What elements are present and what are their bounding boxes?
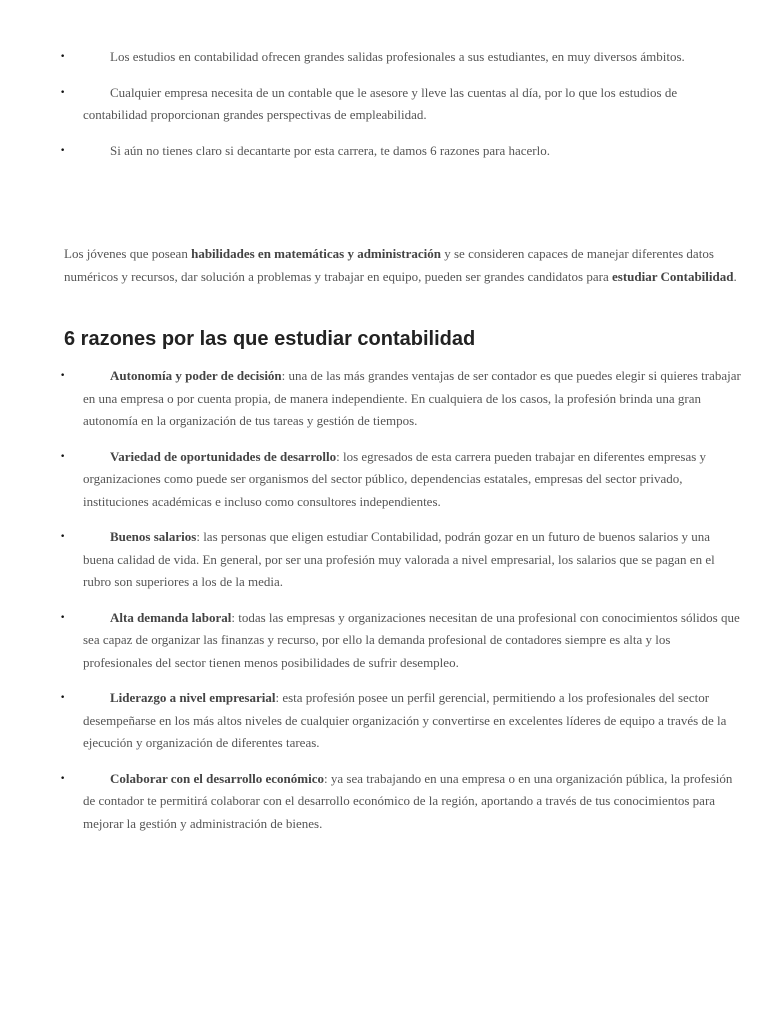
list-item-text: Los estudios en contabilidad ofrecen grandes salidas profesionales a sus estudiantes, en muy diversos ámbitos. (110, 49, 685, 64)
intro-text: Los jóvenes que posean (64, 246, 192, 261)
intro-text: . (733, 268, 737, 284)
reason-title: Colaborar con el desarrollo económico (110, 770, 324, 786)
reason-text: : una de las más grandes ventajas de ser contador es que puedes elegir si quieres trabajar en una empresa o por cuenta propia, de manera independiente. En cualquiera de los casos, la profesión brinda una gran autonomía en la organización de tus tareas y gestión de tiempos. (83, 368, 741, 428)
reason-title: Variedad de oportunidades de desarrollo (110, 448, 337, 464)
reason-title: Liderazgo a nivel empresarial (110, 690, 276, 705)
bullet-icon: • (60, 451, 66, 462)
reason-item (0, 687, 768, 755)
intro-text: y se consideren capaces de manejar diferentes datos numéricos y recursos, dar solución a problemas y trabajar en equipo, pueden ser grandes candidatos para (64, 246, 714, 284)
bullet-icon: • (60, 773, 66, 784)
reason-text: : los egresados de esta carrera pueden trabajar en diferentes empresas y organizaciones como puede ser organismos del sector público, dependencias estatales, empresas del sector privado, instituciones académicas e incluso como consultores independientes. (83, 448, 707, 509)
intro-bullet-list (0, 46, 768, 162)
intro-bold-study: estudiar Contabilidad (611, 268, 734, 284)
reason-text: : todas las empresas y organizaciones necesitan de una profesional con conocimientos sólidos que sea capaz de organizar las finanzas y recurso, por ello la demanda profesional de contadores siempre es alta y los profesionales del sector tienen menos posibilidades de sufrir desempleo. (83, 609, 740, 670)
reason-text: : esta profesión posee un perfil gerencial, permitiendo a los profesionales del sector desempeñarse en los más altos niveles de cualquier organización y convertirse en excelentes líderes de equipo a través de la ejecución y organización de diferentes tareas. (83, 690, 727, 750)
bullet-icon: • (60, 693, 66, 703)
reason-item (0, 607, 768, 675)
list-item-text: Si aún no tienes claro si decantarte por esta carrera, te damos 6 razones para hacerlo. (110, 142, 550, 158)
bullet-icon: • (60, 52, 66, 62)
reason-item (0, 526, 768, 594)
bullet-icon: • (60, 87, 66, 98)
bullet-icon: • (60, 612, 66, 623)
reason-item (0, 365, 768, 433)
list-item-text: Cualquier empresa necesita de un contable que le asesore y lleve las cuentas al día, por lo que los estudios de contabilidad proporcionan grandes perspectivas de empleabilidad. (83, 84, 678, 122)
reason-text: : ya sea trabajando en una empresa o en una organización pública, la profesión de contador te permitirá colaborar con el desarrollo económico de la región, aportando a través de tus conocimientos para mejorar la gestión y administración de bienes. (83, 770, 733, 831)
list-item (0, 82, 768, 127)
list-item (0, 140, 768, 163)
section-heading: 6 razones por las que estudiar contabilidad (64, 328, 476, 350)
bullet-icon: • (60, 145, 66, 156)
intro-bold-skills: habilidades en matemáticas y administración (191, 246, 441, 261)
reason-title: Alta demanda laboral (110, 609, 232, 625)
intro-paragraph (64, 243, 744, 288)
list-item (0, 46, 768, 69)
reason-title: Buenos salarios (110, 529, 197, 544)
reason-title: Autonomía y poder de decisión (110, 368, 282, 383)
bullet-icon: • (60, 532, 66, 542)
bullet-icon: • (60, 371, 66, 381)
reason-item (0, 446, 768, 514)
reasons-list (0, 365, 768, 848)
reason-item (0, 768, 768, 836)
reason-text: : las personas que eligen estudiar Contabilidad, podrán gozar en un futuro de buenos salarios y una buena calidad de vida. En general, por ser una profesión muy valorada a nivel empresarial, los salarios que se pagan en el rubro son superiores a los de la media. (83, 529, 715, 589)
